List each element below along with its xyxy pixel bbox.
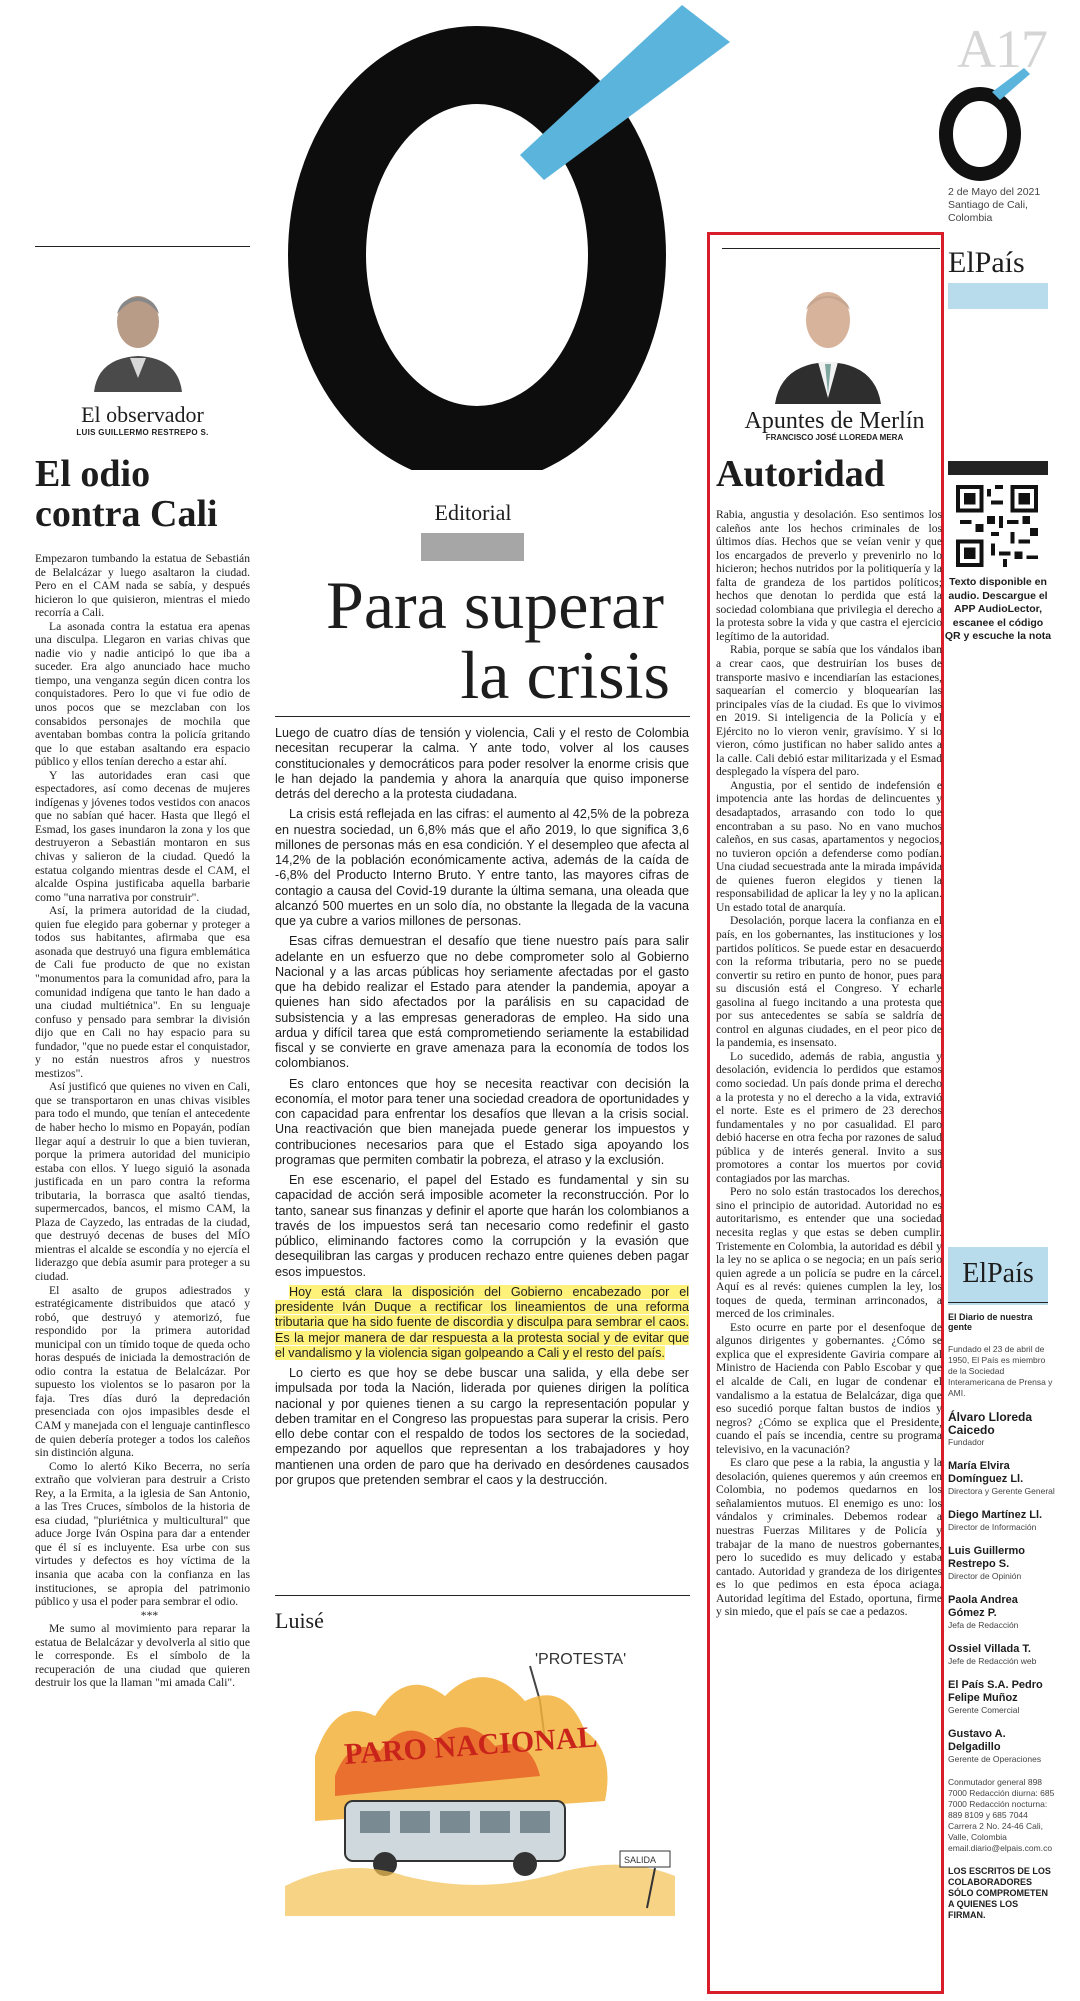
staff-name: Gustavo A. Delgadillo: [948, 1728, 1006, 1753]
cartoon-small-sign: SALIDA: [624, 1855, 657, 1865]
qr-instructions: Texto disponible en audio. Descargue el APP AudioLector, escanee el código QR y escuche la nota: [944, 576, 1052, 642]
cartoon-sign-text: 'PROTESTA': [535, 1651, 627, 1668]
paragraph: Como lo alertó Kiko Becerra, no sería extraño que volvieran para destruir a Cristo Rey, a la Ermita, a la iglesia de San Antonio, a las Tres Cruces, símbolos de la historia de esa ciudad, "pluriétnica y multicultural" que aduce Jorge Iván Ospina para dar a entender que él sí es incluyente. Esa urbe con sus virtudes y defectos es hoy víctima de la insania que acaba con la confianza en las instituciones, se apropia del patrimonio público y usa el poder para sembrar el odio.: [35, 1459, 250, 1609]
divider: [275, 1595, 690, 1596]
editorial-body: [275, 726, 689, 1493]
article-title: Autoridad: [716, 453, 885, 495]
separator: ***: [140, 1608, 159, 1622]
paragraph: Lo cierto es que hoy se debe buscar una salida, y ella debe ser impulsada por toda la Nación, liderada por quienes dirigen la política nacional y por quienes tienen a su cargo la representación popular y deben tramitar en el Congreso las propuestas para superar la crisis. Pero ello debe contar con el respaldo de todos los sectores de la sociedad, empezando por aquellos que representan a los trabajadores y hoy mantienen una orden de paro que ha derivado en desórdenes causados por grupos que pretenden sembrar el caos y la destrucción.: [275, 1366, 689, 1487]
staff-name: Ossiel Villada T.: [948, 1643, 1031, 1655]
article-body: [716, 508, 942, 1619]
staff-role: Jefa de Redacción: [948, 1620, 1019, 1630]
highlighted-paragraph: [275, 1285, 689, 1361]
editorial-title: la crisis: [460, 637, 670, 713]
staff-role: Director de Opinión: [948, 1571, 1022, 1581]
paragraph: Angustia, por el sentido de indefensión e impotencia ante las hordas de delincuentes y desadaptados, arrasando con todo lo que encontraban a su paso. No en vano muchos caleños, en sus casas, apartamentos y negocios, no tuvieron opción a defenderse como podían. Una ciudad secuestrada ante la mirada impávida de quienes fueron elegidos y tienen la responsabilidad de aplicar la ley y no la aplican. Un estado total de anarquía.: [716, 778, 942, 914]
editorial-bar: [421, 533, 524, 561]
article-body: [35, 552, 250, 1690]
editorial-cartoon: [275, 1636, 690, 1951]
contact-info: Conmutador general 898 7000 Redacción diurna: 685 7000 Redacción nocturna: 889 8109 y 685 7044 Carrera 2 No. 24-46 Cali, Valle, Colombia email.diario@elpais.com.co: [948, 1777, 1055, 1853]
paragraph: Rabia, angustia y desolación. Eso sentimos los caleños ante los hechos criminales de los últimos días. Hechos que se veían venir y que los encargados de preverlo y prevenirlo no lo hicieron; hechos nutridos por la politiquería y la falta de grandeza de los partidos políticos; hechos que denotan lo perdida que está la sociedad colombiana que privilegia el derecho a la protesta sobre la vida y que castra el ejercicio legítimo de la autoridad.: [716, 508, 942, 643]
paragraph: Esto ocurre en parte por el desenfoque de algunos dirigentes y gobernantes. ¿Cómo se explica que el expresidente Gaviria compare al Ministro de Hacienda con Pablo Escobar y que el alcalde de Cali, en lugar de condenar el vandalismo a la estatua de Belalcázar, diga que eso sucedió porque faltan bustos de indios y negros? ¿Cómo se explica que el Presidente, cuando el país se incendia, centre su programa televisivo, en la vacunación?: [716, 1320, 942, 1456]
logo-prefix: El: [962, 1258, 988, 1289]
logo-suffix: País: [974, 246, 1025, 279]
column-top-rule: [722, 248, 940, 249]
logo-bar: [948, 283, 1048, 309]
cartoon-bus-text: PARO NACIONAL: [343, 1720, 599, 1771]
paragraph: Pero no solo están trastocados los derechos, sino el principio de autoridad. Autoridad no es autoritarismo, es entender que una sociedad necesita reglas y que estas se deben cumplir. Tristemente en Colombia, la autoridad es débil y la ley no se aplica o se negocia; en un país serio quien agrede a un policía se pudre en la cárcel. Aquí es al revés: quienes cumplen la ley, los toques de queda, terminan arrinconados, a merced de los criminales.: [716, 1185, 942, 1321]
paragraph: Es claro que pese a la rabia, la angustia y la desolación, quienes queremos y aún creemos en Colombia, no podemos quedarnos en los señalamientos mutuos. El enemigo es uno: los vándalos y criminales. Debemos rodear a nuestras Fuerzas Militares y de Policía y trabajar de la mano de nuestros gobernantes, pero lo sucedido es muy delicado y estaba cantado. Autoridad y grandeza de los dirigentes es lo que pedimos en esta época aciaga. Autoridad legítima del Estado, oportuna, firme y sin miedo, que el país se cae a pedazos.: [716, 1456, 942, 1619]
author-photo: [88, 280, 188, 392]
paragraph: Empezaron tumbando la estatua de Sebastián de Belalcázar y luego asaltaron la ciudad. Pero en el CAM nada se sabía, y después hicieron lo que quisieron, mientras el miedo recorría a Cali.: [35, 552, 250, 620]
staff-name: El País S.A. Pedro Felipe Muñoz: [948, 1679, 1043, 1704]
page-number: A17: [957, 19, 1047, 79]
paragraph: Luego de cuatro días de tensión y violencia, Cali y el resto de Colombia necesitan recuperar la calma. Y ante todo, volver al los causes constitucionales y democráticos para poder resolver la enorme crisis que le han dejado la pandemia y ahora la anarquía que quiso imponerse detrás del derecho a la protesta ciudadana.: [275, 726, 689, 801]
disclaimer: LOS ESCRITOS DE LOS COLABORADORES SÓLO COMPROMETEN A QUIENES LOS FIRMAN.: [948, 1866, 1051, 1920]
tagline: El Diario de nuestra gente: [948, 1312, 1033, 1332]
logo-suffix: País: [987, 1258, 1034, 1289]
author-name: FRANCISCO JOSÉ LLOREDA MERA: [765, 433, 904, 442]
staff-name: Diego Martínez Ll.: [948, 1509, 1043, 1521]
editorial-title: Para superar: [326, 567, 664, 643]
opinion-o-logo: [930, 62, 1040, 182]
divider: [275, 716, 690, 717]
author-name: LUIS GUILLERMO RESTREPO S.: [76, 428, 209, 437]
staff-name: Luis Guillermo Restrepo S.: [948, 1545, 1026, 1570]
paragraph: Desolación, porque lacera la confianza en el país, en los gobernantes, las instituciones y los partidos políticos. Se puede estar en desacuerdo con la reforma tributaria, pero no se puede convertir su retiro en punto de honor, pues para su discusión está el Congreso. Y echarle gasolina al fuego incitando a una protesta que por sus antecedentes se sabía se saldría de control en algunas ciudades, en el peor pico de la pandemia, es insensato.: [716, 914, 942, 1050]
paragraph: Y las autoridades eran casi que espectadores, así como decenas de mujeres indígenas y jóvenes todos vestidos con anacos que no sabían qué hacer. Hasta que llegó el Esmad, los gases inundaron la zona y los que destruyeron a Sebastián montaron en sus chivas y salieron de la ciudad. Quedó la estatua colgando mientras desde el CAM, el alcalde Ospina justificaba aquella barbarie como "una narrativa por construir".: [35, 768, 250, 904]
qr-code-icon[interactable]: [956, 485, 1038, 567]
paragraph: Es claro entonces que hoy se necesita reactivar con decisión la economía, el motor para tener una sociedad creadora de oportunidades y con capacidad para enfrentar los desafíos que llevan a la crisis social. Una reactivación que bien manejada puede generar los impuestos y contribuciones necesarios para que el Estado siga apoyando los programas que permiten combatir la pobreza, el atraso y la exclusión.: [275, 1076, 689, 1167]
divider: [948, 1302, 1048, 1303]
paragraph: Rabia, porque se sabía que los vándalos iban a crear caos, que destruirían los buses de transporte masivo e incendiarían las estaciones, saquearían el comercio y bloquearían las principales vías de la ciudad. Es que lo vivimos en 2019. Si inteligencia de la Policía y el Ejército no lo vieron venir, gravísimo. Y si lo vieron, cómo justifican no haber salido antes a la calle. Cali debió estar militarizada y el Esmad desplegado la víspera del paro.: [716, 643, 942, 779]
founder-role: Fundador: [948, 1437, 985, 1447]
staff-role: Gerente de Operaciones: [948, 1754, 1042, 1764]
column-kicker: El observador: [81, 402, 204, 427]
staff-name: María Elvira Domínguez Ll.: [948, 1460, 1024, 1485]
paragraph: Me sumo al movimiento para reparar la estatua de Belalcázar y devolverla al sitio que le corresponde. Es el símbolo de la recuperación de una ciudad que quieren destruir los que la llaman "mi amada Cali".: [35, 1622, 250, 1690]
cartoonist-label: Luisé: [275, 1608, 324, 1633]
observer-top-rule: [35, 246, 250, 247]
column-kicker: Apuntes de Merlín: [744, 408, 925, 434]
logo-prefix: El: [948, 246, 975, 279]
staff-name: Paola Andrea Gómez P.: [948, 1594, 1018, 1619]
staff-role: Directora y Gerente General: [948, 1486, 1055, 1496]
staff-role: Gerente Comercial: [948, 1705, 1020, 1715]
el-pais-logo: [948, 246, 1048, 280]
staff-role: Jefe de Redacción web: [948, 1656, 1037, 1666]
founded-note: Fundado el 23 de abril de 1950, El País es miembro de la Sociedad Interamericana de Prensa y AMI.: [948, 1344, 1053, 1398]
highlight: Hoy está clara la disposición del Gobierno encabezado por el presidente Iván Duque a rectificar los lineamientos de una reforma tributaria que ha sido fuente de discordia y disculpa para sembrar el caos. Es la mejor manera de dar respuesta a la protesta social y de evitar que el vandalismo y la violencia sigan golpeando a Cali y el resto del país.: [275, 1284, 689, 1360]
paragraph: Lo sucedido, además de rabia, angustia y desolación, evidencia lo perdidos que estamos como sociedad. Un país donde prima el derecho a la protesta y no el derecho a la vida, extravió el norte. Este es el primero de 23 derechos fundamentales y no por casualidad. El paro debió hacerse en otra fecha por razones de salud pública y de interés general. Invito a sus promotores a contar los muertos por covid contagiados por las marchas.: [716, 1049, 942, 1185]
editorial-o-graphic: [272, 0, 742, 470]
paragraph: Así justificó que quienes no viven en Cali, que se transportaron en unas chivas visibles para todo el mundo, que tenían el antecedente de haber hecho lo mismo en Popayán, podían llegar aquí a destruir lo que a bien tuvieran, porque la primera autoridad del municipio estaba con ellos. Y luego siguió la asonada justificada en un paro contra la reforma tributaria, la borrasca que asaltó tiendas, supermercados, bancos, el mismo CAM, la Plaza de Cayzedo, las entradas de la ciudad, que destruyó decenas de buses del MÍO mientras el alcalde se escondía y no ejercía el liderazgo que debía asumir para proteger a su ciudad.: [35, 1080, 250, 1283]
paragraph: La asonada contra la estatua era apenas una disculpa. Llegaron en varias chivas que nadie vio y nadie anticipó lo que iba a suceder. Era algo anunciado hace mucho tiempo, una venganza según dicen contra los conquistadores. Pero lo que vi fue odio de unos pocos que se mezclaban con los consabidos personajes de mochila que aventaban bombas contra la policía gritando que lo que estaban asaltando era espacio público y ellos tenían derecho a estar ahí.: [35, 619, 250, 769]
paragraph: Así, la primera autoridad de la ciudad, quien fue elegido para gobernar y proteger a todos sus habitantes, afirmaba que esa asonada que destruyó una figura emblemática de Cali fue producto de que no existan "monumentos para la comunidad afro, para la comunidad indígena que tanto le han dado a una ciudad multiétnica". En su lenguaje confuso y pensado para sembrar la división dijo que en Cali no hay espacio para su fundador, "que no puede estar el conquistador, y no están nuestros afros y nuestros mestizos".: [35, 904, 250, 1080]
author-photo: [771, 276, 886, 404]
paragraph: La crisis está reflejada en las cifras: el aumento al 42,5% de la pobreza en nuestra sociedad, un 6,8% más que el año 2019, lo que significa 3,6 millones de personas más en esa condición. Y el desempleo que afecta al 14,2% de la población económicamente activa, además de la caída de -6,8% del Producto Interno Bruto. Y entre tanto, las mayores cifras de contagio a causa del Covid-19 durante la última semana, una oleada que alcanzó 500 muertes en un solo día, no obstante la llegada de la vacuna que ya cubre a varios millones de personas.: [275, 807, 689, 928]
paragraph: Esas cifras demuestran el desafío que tiene nuestro país para salir adelante en un esfuerzo que no debe comprometer solo al Gobierno Nacional y a las arcas públicas hoy seriamente afectadas por el gasto que ha debido realizar el Estado para atender la pandemia, apoyar a quienes han sido afectados por la parálisis en su capacidad de subsistencia y a las empresas generadoras de empleo. Ha sido una ardua y difícil tarea que está comprometiendo seriamente la estabilidad fiscal y se convierte en grave amenaza para la economía de todos los colombianos.: [275, 934, 689, 1071]
article-title: El odio contra Cali: [35, 453, 218, 535]
paragraph: El asalto de grupos adiestrados y estratégicamente distribuidos que atacó y robó, que destruyó y atemorizó, fue respondido por la primera autoridad municipal con un tímido toque de queda ocho horas después de iniciada la demostración de odio contra la estatua de Belalcázar. Por supuesto los violentos se lo pasaron por la faja. Tres días duró la depredación presenciada con ojos impasibles desde el CAM y manejada con el lenguaje cantinflesco de quien debería proteger a todos los caleños sin distinción alguna.: [35, 1283, 250, 1460]
masthead: [948, 1312, 1056, 1921]
el-pais-logo: [948, 1258, 1048, 1290]
staff-role: Director de Información: [948, 1522, 1037, 1532]
paragraph: En ese escenario, el papel del Estado es fundamental y sin su capacidad de acción será imposible acometer la reconstrucción. Por lo tanto, sanear sus finanzas y definir el aporte que harán los colombianos a través de los impuestos será tan necesario como redefinir el gasto público, eliminando factores como la corrupción y la evasión que desequilibran las cargas y producen rechazo entre quienes deben pagar esos impuestos.: [275, 1173, 689, 1279]
qr-top-bar: [948, 461, 1048, 475]
founder-name: Álvaro Lloreda Caicedo: [948, 1410, 1033, 1437]
date-line: 2 de Mayo del 2021 Santiago de Cali, Colombia: [948, 186, 1041, 224]
section-kicker: Editorial: [434, 500, 512, 525]
